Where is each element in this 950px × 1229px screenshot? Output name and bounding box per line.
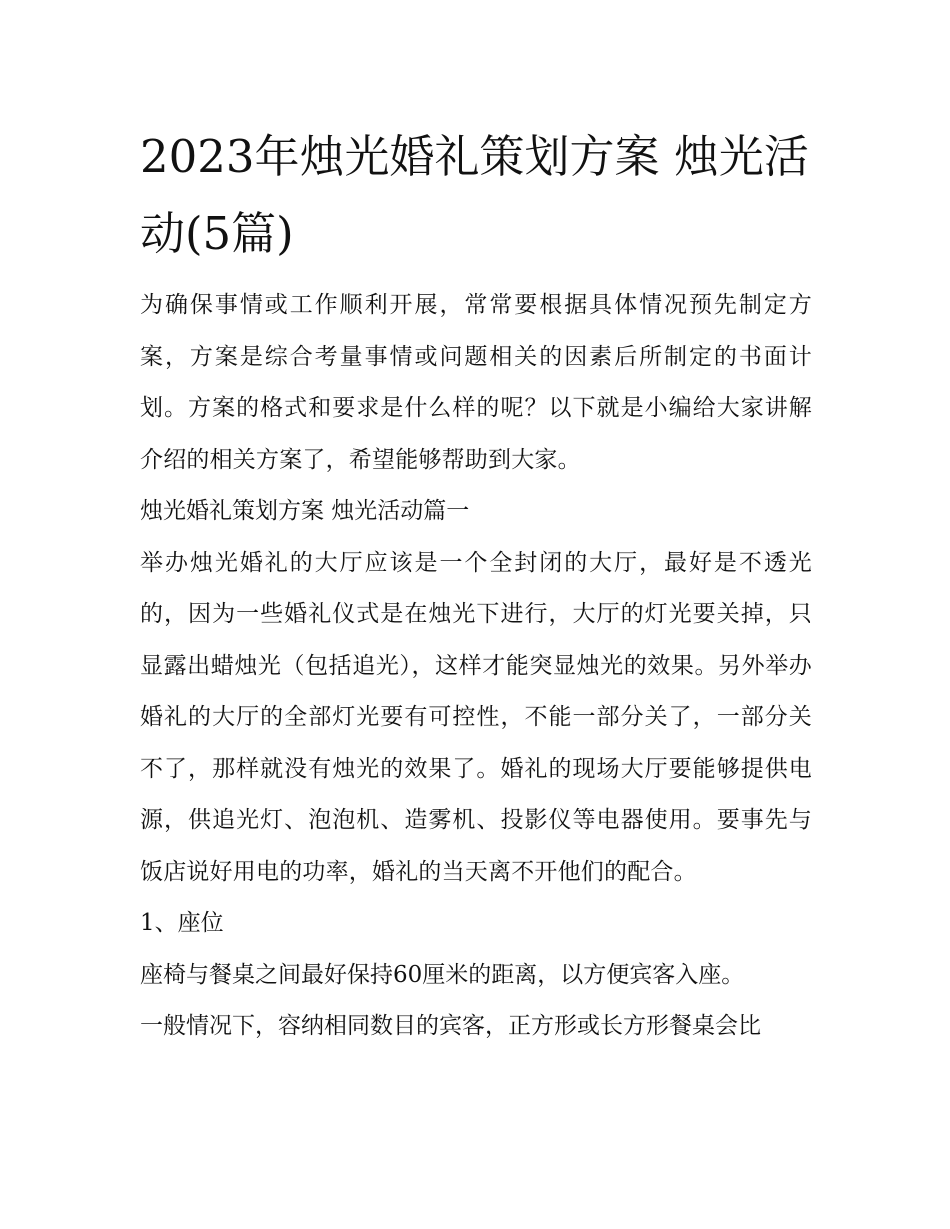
item-body-line-1: 座椅与餐桌之间最好保持60厘米的距离，以方便宾客入座。 [140, 961, 745, 988]
document-content [140, 118, 812, 1053]
document-title: 2023年烛光婚礼策划方案 烛光活动(5篇) [140, 130, 809, 260]
section-heading: 烛光婚礼策划方案 烛光活动篇一 [140, 498, 470, 524]
section-body-paragraph: 举办烛光婚礼的大厅应该是一个全封闭的大厅，最好是不透光的，因为一些婚礼仪式是在烛光下进行，大厅的灯光要关掉，只显露出蜡烛光（包括追光），这样才能突显烛光的效果。另外举办婚礼的大厅的全部灯光要有可控性，不能一部分关了，一部分关不了，那样就没有烛光的效果了。婚礼的现场大厅要能够提供电源，供追光灯、泡泡机、造雾机、投影仪等电器使用。要事先与饭店说好用电的功率，婚礼的当天离不开他们的配合。 [140, 549, 812, 885]
item-heading: 1、座位 [140, 910, 224, 936]
item-body-line-2: 一般情况下，容纳相同数目的宾客，正方形或长方形餐桌会比 [140, 1013, 761, 1039]
intro-paragraph: 为确保事情或工作顺利开展，常常要根据具体情况预先制定方案，方案是综合考量事情或问题相关的因素后所制定的书面计划。方案的格式和要求是什么样的呢？以下就是小编给大家讲解介绍的相关方案了，希望能够帮助到大家。 [140, 292, 812, 473]
